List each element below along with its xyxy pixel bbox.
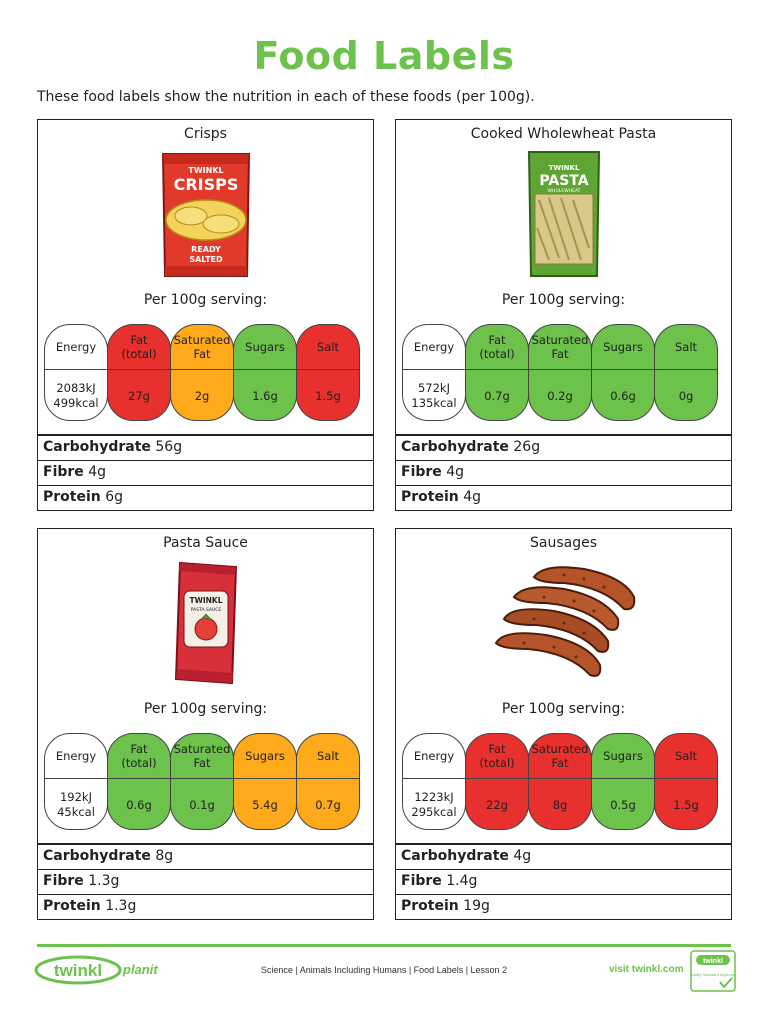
carbohydrate-value: 4g bbox=[513, 848, 532, 864]
saturated-segment bbox=[528, 324, 592, 421]
salt-header: Salt bbox=[655, 734, 717, 779]
food-card-crisps bbox=[37, 119, 374, 511]
protein-row bbox=[396, 894, 731, 919]
fat-segment bbox=[465, 733, 529, 830]
protein-label: Protein bbox=[401, 489, 459, 505]
packet-line2: SALTED bbox=[188, 255, 223, 264]
packet-product: PASTA SAUCE bbox=[190, 608, 221, 613]
serving-text: Per 100g serving: bbox=[143, 701, 268, 717]
fibre-value: 4g bbox=[88, 464, 107, 480]
salt-value: 1.5g bbox=[673, 797, 699, 812]
serving-text: Per 100g serving: bbox=[501, 292, 626, 308]
protein-value: 6g bbox=[105, 489, 123, 505]
saturated-header: Saturated Fat bbox=[171, 734, 233, 779]
saturated-value: 2g bbox=[194, 388, 210, 403]
carbohydrate-label: Carbohydrate bbox=[401, 848, 509, 864]
crisps-packet-image bbox=[38, 148, 373, 278]
saturated-segment bbox=[170, 324, 234, 421]
food-name: Sausages bbox=[529, 535, 597, 551]
energy-segment bbox=[402, 324, 466, 421]
food-card-sausages bbox=[395, 528, 732, 920]
sugars-segment bbox=[591, 733, 655, 830]
saturated-header: Saturated Fat bbox=[529, 325, 591, 370]
planit-label: planit bbox=[123, 962, 158, 977]
saturated-segment bbox=[170, 733, 234, 830]
sausages-image bbox=[396, 557, 731, 687]
salt-segment bbox=[654, 324, 718, 421]
salt-value: 0.7g bbox=[315, 797, 341, 812]
fibre-label: Fibre bbox=[401, 464, 442, 480]
fibre-label: Fibre bbox=[43, 873, 84, 889]
packet-product: PASTA bbox=[538, 173, 589, 189]
saturated-header: Saturated Fat bbox=[529, 734, 591, 779]
traffic-light-label bbox=[44, 324, 359, 421]
energy-value: 192kJ 45kcal bbox=[57, 790, 95, 819]
fibre-row bbox=[396, 460, 731, 485]
visit-twinkl-link[interactable]: visit twinkl.com bbox=[609, 964, 684, 975]
food-card-pasta-sauce bbox=[37, 528, 374, 920]
traffic-light-label bbox=[402, 324, 717, 421]
salt-value: 0g bbox=[678, 388, 694, 403]
energy-header: Energy bbox=[45, 325, 107, 370]
fat-header: Fat (total) bbox=[466, 325, 528, 370]
protein-value: 4g bbox=[463, 489, 481, 505]
carbohydrate-row bbox=[396, 435, 731, 460]
fibre-value: 1.4g bbox=[446, 873, 478, 889]
salt-header: Salt bbox=[297, 734, 359, 779]
page-subtitle: These food labels show the nutrition in each of these foods (per 100g). bbox=[37, 89, 535, 105]
packet-product: CRISPS bbox=[173, 175, 238, 194]
fat-segment bbox=[107, 733, 171, 830]
sugars-value: 0.5g bbox=[610, 797, 636, 812]
carbohydrate-value: 56g bbox=[155, 439, 183, 455]
salt-header: Salt bbox=[655, 325, 717, 370]
carbohydrate-label: Carbohydrate bbox=[401, 439, 509, 455]
fibre-label: Fibre bbox=[43, 464, 84, 480]
carbohydrate-value: 26g bbox=[513, 439, 541, 455]
protein-label: Protein bbox=[43, 898, 101, 914]
sugars-value: 0.6g bbox=[610, 388, 636, 403]
energy-value: 572kJ 135kcal bbox=[411, 381, 457, 410]
nutrient-table bbox=[395, 435, 732, 511]
salt-segment bbox=[654, 733, 718, 830]
protein-row bbox=[38, 485, 373, 510]
sugars-header: Sugars bbox=[592, 325, 654, 370]
pasta-sauce-sachet-image bbox=[38, 557, 373, 687]
footer-breadcrumb: Science | Animals Including Humans | Food Labels | Lesson 2 bbox=[260, 965, 508, 975]
energy-header: Energy bbox=[45, 734, 107, 779]
sugars-segment bbox=[591, 324, 655, 421]
sugars-header: Sugars bbox=[234, 325, 296, 370]
carbohydrate-value: 8g bbox=[155, 848, 174, 864]
carbohydrate-row bbox=[38, 435, 373, 460]
traffic-light-label bbox=[402, 733, 717, 830]
saturated-segment bbox=[528, 733, 592, 830]
fibre-value: 1.3g bbox=[88, 873, 120, 889]
fibre-label: Fibre bbox=[401, 873, 442, 889]
saturated-value: 8g bbox=[552, 797, 568, 812]
salt-value: 1.5g bbox=[315, 388, 341, 403]
carbohydrate-row bbox=[38, 844, 373, 869]
packet-brand: TWINKL bbox=[188, 596, 223, 605]
food-card-pasta bbox=[395, 119, 732, 511]
packet-line1: READY bbox=[190, 245, 221, 254]
fat-value: 0.7g bbox=[484, 388, 510, 403]
traffic-light-label bbox=[44, 733, 359, 830]
fat-header: Fat (total) bbox=[466, 734, 528, 779]
energy-segment bbox=[44, 324, 108, 421]
protein-value: 19g bbox=[463, 898, 490, 914]
food-name: Cooked Wholewheat Pasta bbox=[470, 126, 657, 142]
fat-header: Fat (total) bbox=[108, 734, 170, 779]
energy-segment bbox=[44, 733, 108, 830]
badge-brand: twinkl bbox=[703, 958, 723, 965]
saturated-value: 0.2g bbox=[547, 388, 573, 403]
fibre-row bbox=[38, 869, 373, 894]
logo-text: twinkl bbox=[53, 961, 103, 980]
fat-segment bbox=[107, 324, 171, 421]
fat-value: 22g bbox=[486, 797, 508, 812]
energy-header: Energy bbox=[403, 325, 465, 370]
nutrient-table bbox=[37, 844, 374, 920]
salt-segment bbox=[296, 733, 360, 830]
protein-label: Protein bbox=[401, 898, 459, 914]
fat-value: 0.6g bbox=[126, 797, 152, 812]
salt-header: Salt bbox=[297, 325, 359, 370]
salt-segment bbox=[296, 324, 360, 421]
sugars-header: Sugars bbox=[592, 734, 654, 779]
sugars-segment bbox=[233, 324, 297, 421]
carbohydrate-row bbox=[396, 844, 731, 869]
nutrient-table bbox=[395, 844, 732, 920]
fat-header: Fat (total) bbox=[108, 325, 170, 370]
saturated-value: 0.1g bbox=[189, 797, 215, 812]
footer-divider bbox=[37, 944, 731, 947]
sugars-value: 1.6g bbox=[252, 388, 278, 403]
pasta-bag-image bbox=[396, 148, 731, 278]
protein-row bbox=[38, 894, 373, 919]
fibre-row bbox=[38, 460, 373, 485]
sugars-segment bbox=[233, 733, 297, 830]
serving-text: Per 100g serving: bbox=[143, 292, 268, 308]
protein-value: 1.3g bbox=[105, 898, 137, 914]
energy-value: 1223kJ 295kcal bbox=[411, 790, 457, 819]
packet-brand: TWINKL bbox=[548, 164, 579, 172]
fat-segment bbox=[465, 324, 529, 421]
sugars-header: Sugars bbox=[234, 734, 296, 779]
nutrient-table bbox=[37, 435, 374, 511]
serving-text: Per 100g serving: bbox=[501, 701, 626, 717]
protein-row bbox=[396, 485, 731, 510]
energy-value: 2083kJ 499kcal bbox=[53, 381, 99, 410]
sugars-value: 5.4g bbox=[252, 797, 278, 812]
energy-header: Energy bbox=[403, 734, 465, 779]
quality-standard-badge bbox=[690, 950, 736, 996]
fat-value: 27g bbox=[128, 388, 150, 403]
page-title: Food Labels bbox=[253, 34, 515, 78]
protein-label: Protein bbox=[43, 489, 101, 505]
packet-brand: TWINKL bbox=[187, 166, 224, 175]
packet-line1: WHOLEWHEAT bbox=[547, 189, 580, 194]
food-name: Pasta Sauce bbox=[163, 535, 248, 551]
food-name: Crisps bbox=[184, 126, 227, 142]
fibre-row bbox=[396, 869, 731, 894]
fibre-value: 4g bbox=[446, 464, 465, 480]
energy-segment bbox=[402, 733, 466, 830]
carbohydrate-label: Carbohydrate bbox=[43, 848, 151, 864]
badge-text: Quality Standard Approved bbox=[690, 972, 736, 977]
carbohydrate-label: Carbohydrate bbox=[43, 439, 151, 455]
saturated-header: Saturated Fat bbox=[171, 325, 233, 370]
